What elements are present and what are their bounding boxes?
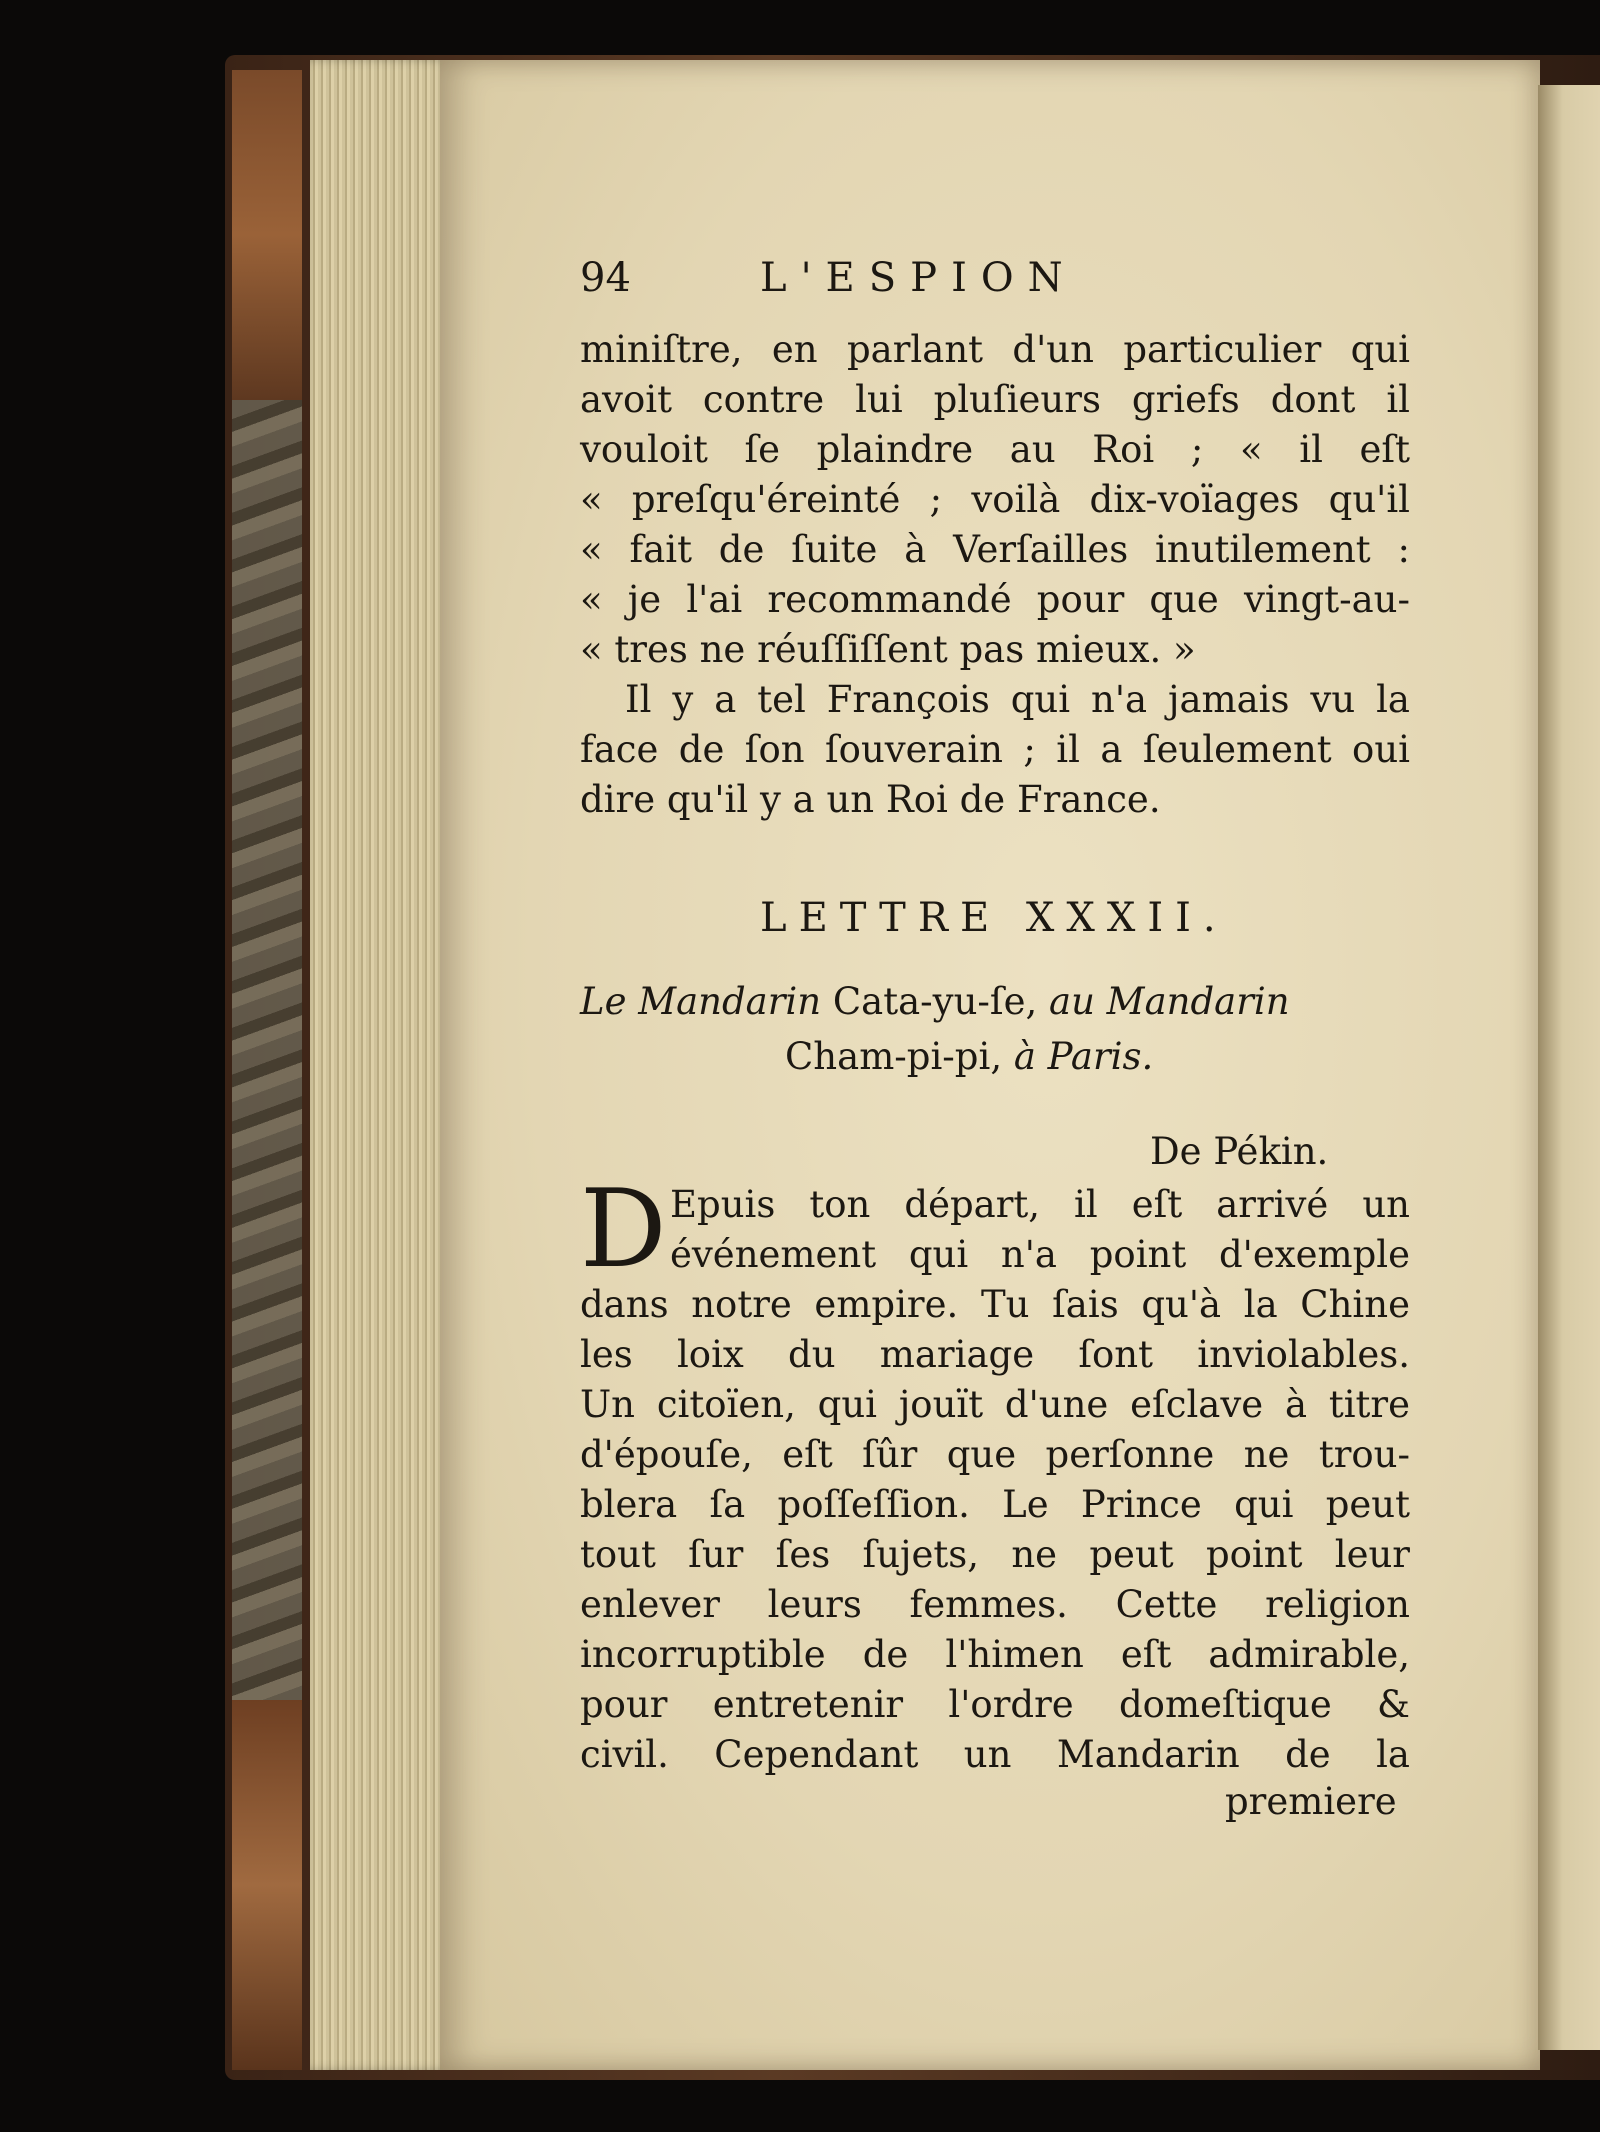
from-title: Le Mandarin [580,980,822,1023]
text-line: miniſtre, en parlant d'un particulier qui [580,328,1410,371]
text-line: Il y a tel François qui n'a jamais vu la [625,678,1410,721]
text-line: événement qui n'a point d'exemple [670,1233,1410,1276]
letter-address-line-2 [785,1035,1153,1078]
text-line: « preſqu'éreinté ; voilà dix-voïages qu'il [580,478,1410,521]
text-line: pour entretenir l'ordre domeſtique & [580,1683,1410,1726]
running-title: L'ESPION [760,255,1077,301]
to-place: à Paris. [1013,1035,1154,1078]
text-line: enlever leurs femmes. Cette religion [580,1583,1410,1626]
from-name: Cata-yu-ſe, [832,980,1038,1023]
to-name: Cham-pi-pi, [785,1035,1003,1078]
page-edges [310,60,450,2070]
text-line: civil. Cependant un Mandarin de la [580,1733,1410,1776]
text-line: tout ſur ſes ſujets, ne peut point leur [580,1533,1410,1576]
text-line: « tres ne réuſſiſſent pas mieux. » [580,628,1196,671]
letter-heading: LETTRE XXXII. [760,895,1228,941]
text-line: « je l'ai recommandé pour que vingt-au- [580,578,1410,621]
text-line: d'épouſe, eſt ſûr que perſonne ne trou- [580,1433,1410,1476]
to-prep: au Mandarin [1049,980,1290,1023]
text-line: face de ſon ſouverain ; il a ſeulement oui [580,728,1410,771]
text-line: Epuis ton départ, il eſt arrivé un [670,1183,1410,1226]
text-line: dans notre empire. Tu ſais qu'à la Chine [580,1283,1410,1326]
text-line: avoit contre lui pluſieurs griefs dont il [580,378,1410,421]
text-line: les loix du mariage ſont inviolables. [580,1333,1410,1376]
text-line: incorruptible de l'himen eſt admirable, [580,1633,1410,1676]
drop-cap: D [580,1167,667,1292]
text-line: Un citoïen, qui jouït d'une eſclave à titre [580,1383,1410,1426]
text-line: blera ſa poſſeſſion. Le Prince qui peut [580,1483,1410,1526]
spine-leather-bottom [232,1700,302,2070]
marbled-board [232,400,302,1700]
page-number: 94 [580,255,631,301]
text-line: dire qu'il y a un Roi de France. [580,778,1161,821]
spine-leather-top [232,70,302,400]
letter-address-line-1 [580,980,1410,1023]
dateline: De Pékin. [1150,1130,1329,1173]
facing-page-edge [1538,85,1600,2050]
catchword: premiere [1225,1780,1397,1823]
running-header [580,255,1260,315]
text-line: vouloit ſe plaindre au Roi ; « il eſt [580,428,1410,471]
text-line: « fait de ſuite à Verſailles inutilement : [580,528,1410,571]
